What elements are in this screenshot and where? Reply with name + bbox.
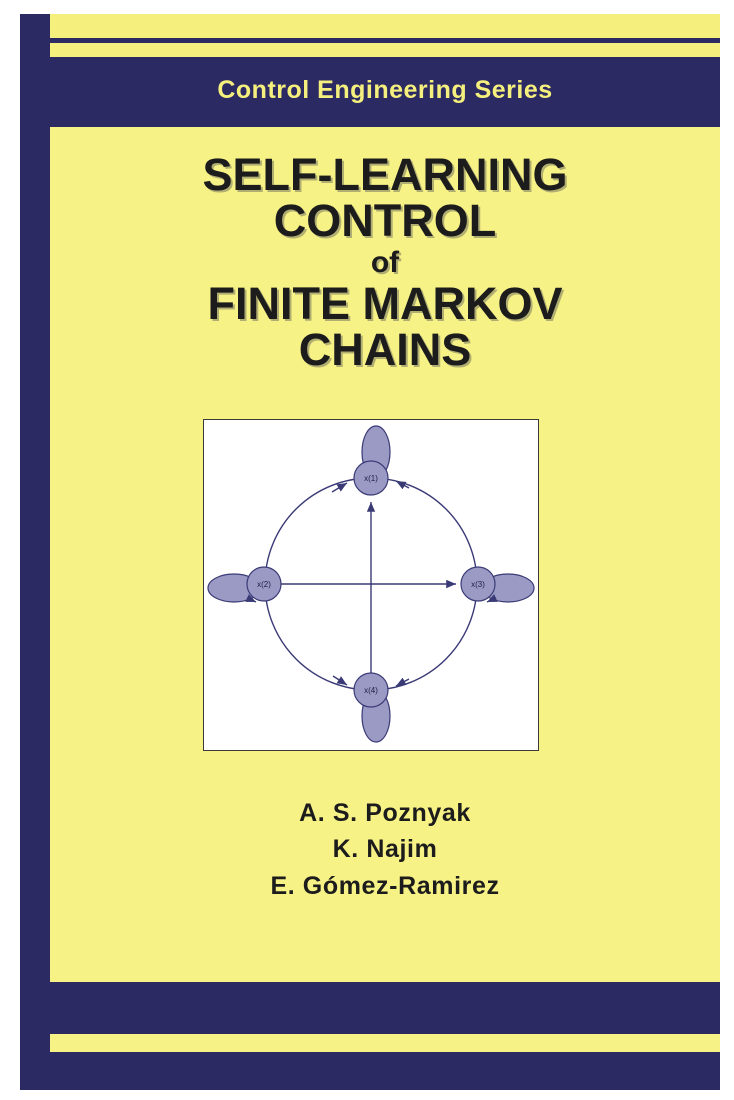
bottom-band-gap [50, 1034, 720, 1052]
svg-text:x(2): x(2) [257, 580, 271, 589]
svg-text:x(4): x(4) [364, 686, 378, 695]
cover-edge-top [0, 0, 734, 14]
author-3: E. Gómez-Ramirez [270, 871, 500, 900]
author-list [50, 795, 720, 904]
svg-text:x(3): x(3) [471, 580, 485, 589]
svg-text:x(1): x(1) [364, 474, 378, 483]
title-line-2: CONTROL [273, 194, 497, 246]
bottom-band-secondary [50, 1052, 720, 1090]
series-title: Control Engineering Series [217, 76, 553, 104]
top-rule [50, 38, 720, 43]
cover-edge-bottom [0, 1090, 734, 1100]
title-line-4: CHAINS [298, 324, 472, 376]
title-connector: of [370, 245, 400, 279]
cover-spine [20, 14, 50, 1090]
page-title [50, 149, 720, 376]
cover-edge-right [720, 0, 734, 1100]
markov-chain-diagram [203, 419, 539, 751]
author-2: K. Najim [332, 835, 438, 864]
title-line-1: SELF-LEARNING [202, 149, 568, 200]
author-1: A. S. Poznyak [299, 799, 471, 827]
bottom-band-primary [50, 982, 720, 1034]
title-line-3: FINITE MARKOV [207, 278, 563, 330]
cover-edge-left [0, 0, 20, 1100]
